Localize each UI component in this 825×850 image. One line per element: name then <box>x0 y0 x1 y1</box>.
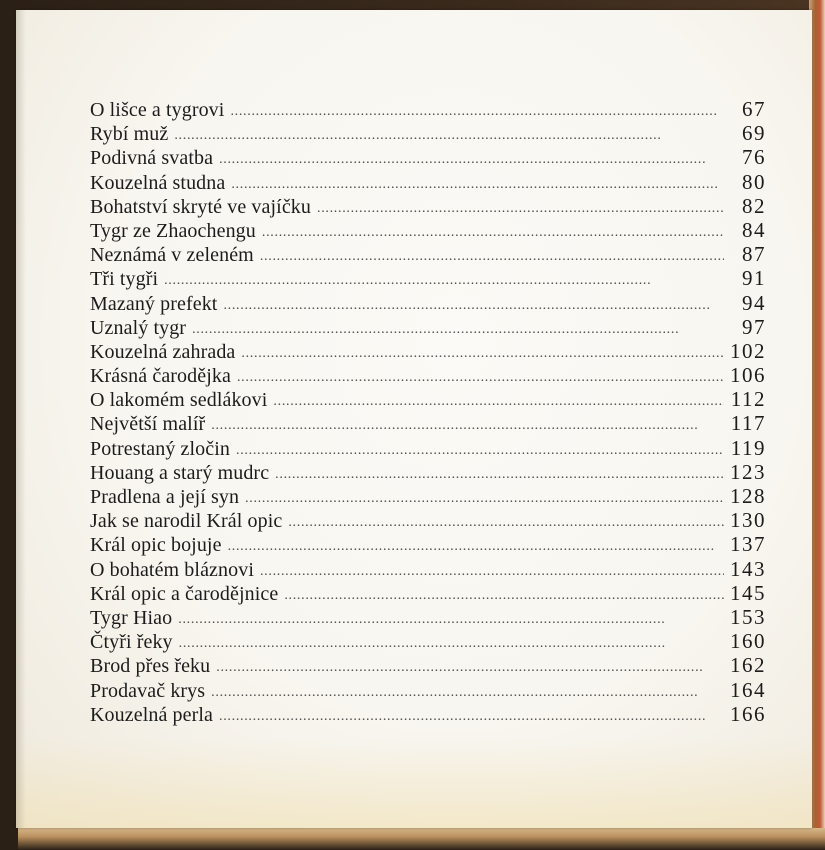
dot-leader <box>260 245 724 269</box>
toc-entry <box>90 629 766 653</box>
dot-leader <box>223 294 724 318</box>
toc-entry <box>90 532 766 556</box>
toc-entry-title: Pradlena a její syn <box>90 486 240 508</box>
table-of-contents <box>90 97 766 726</box>
dot-leader <box>174 124 724 148</box>
dot-leader <box>231 173 724 197</box>
toc-entry-page-number: 119 <box>730 435 766 460</box>
toc-entry <box>90 508 766 532</box>
toc-entry-page-number: 102 <box>730 338 766 363</box>
toc-entry-title: Tygr Hiao <box>90 606 173 629</box>
dot-leader <box>179 632 724 656</box>
toc-entry <box>90 581 766 605</box>
toc-entry-title: O bohatém bláznovi <box>90 558 254 581</box>
toc-entry-page-number: 76 <box>742 145 766 170</box>
toc-entry-title: Krásná čarodějka <box>90 365 231 388</box>
toc-entry-title: O lišce a tygrovi <box>90 99 225 121</box>
toc-entry-title: Jak se narodil Král opic <box>90 510 283 533</box>
toc-entry-title: Uznalý tygr <box>90 316 187 339</box>
dot-leader <box>236 439 724 463</box>
dot-leader <box>260 560 724 584</box>
toc-entry <box>90 678 766 702</box>
toc-entry-page-number: 82 <box>742 193 766 218</box>
dot-leader <box>211 681 724 705</box>
toc-entry-title: Tygr ze Zhaochengu <box>90 219 256 242</box>
toc-entry-page-number: 166 <box>730 701 766 726</box>
dot-leader <box>241 342 724 366</box>
toc-entry-page-number: 153 <box>730 604 766 629</box>
dot-leader <box>219 705 724 729</box>
toc-entry-page-number: 112 <box>730 387 766 412</box>
toc-entry-title: Prodavač krys <box>90 679 206 702</box>
dot-leader <box>262 221 724 245</box>
dot-leader <box>275 463 724 487</box>
toc-entry-page-number: 137 <box>730 532 766 557</box>
toc-entry-page-number: 94 <box>742 290 766 315</box>
toc-entry <box>90 605 766 629</box>
dot-leader <box>178 608 724 632</box>
toc-entry-page-number: 91 <box>742 266 766 291</box>
toc-entry-page-number: 117 <box>730 411 766 436</box>
dot-leader <box>237 366 724 390</box>
toc-entry <box>90 460 766 484</box>
toc-entry <box>90 557 766 581</box>
toc-entry <box>90 145 766 169</box>
toc-entry-page-number: 123 <box>730 459 766 484</box>
toc-entry-page-number: 145 <box>730 580 766 605</box>
toc-entry-title: Největší malíř <box>90 413 206 436</box>
toc-entry-title: Neznámá v zeleném <box>90 244 254 267</box>
toc-entry <box>90 363 766 387</box>
toc-entry-title: Houang a starý mudrc <box>90 461 270 484</box>
toc-entry-title: Tři tygři <box>90 268 159 291</box>
toc-entry-page-number: 128 <box>730 484 766 508</box>
toc-entry-title: Čtyři řeky <box>90 631 173 654</box>
toc-entry <box>90 653 766 677</box>
toc-entry-page-number: 160 <box>730 629 766 654</box>
toc-entry <box>90 121 766 145</box>
toc-entry <box>90 387 766 411</box>
toc-entry-title: Mazaný prefekt <box>90 292 218 315</box>
dot-leader <box>228 535 724 559</box>
toc-entry <box>90 194 766 218</box>
toc-entry-title: Král opic a čarodějnice <box>90 582 279 605</box>
dot-leader <box>192 318 724 342</box>
toc-entry-page-number: 143 <box>730 556 766 581</box>
toc-entry <box>90 97 766 121</box>
toc-entry <box>90 170 766 194</box>
toc-entry-title: Kouzelná studna <box>90 171 226 194</box>
toc-entry <box>90 266 766 290</box>
book-cover-bottom-edge <box>18 828 825 850</box>
dot-leader <box>211 414 724 438</box>
book-page <box>16 10 812 828</box>
toc-entry-title: Podivná svatba <box>90 147 214 170</box>
toc-entry-title: Rybí muž <box>90 123 169 146</box>
toc-entry-page-number: 69 <box>742 121 766 146</box>
toc-entry-title: Král opic bojuje <box>90 534 222 557</box>
toc-entry-title: Potrestaný zločin <box>90 437 231 460</box>
toc-entry-title: Kouzelná zahrada <box>90 340 236 363</box>
toc-entry-page-number: 162 <box>730 653 766 678</box>
toc-entry-page-number: 84 <box>742 217 766 242</box>
toc-entry-page-number: 80 <box>742 169 766 194</box>
dot-leader <box>216 656 724 680</box>
toc-entry-page-number: 67 <box>742 97 766 121</box>
toc-entry-title: Bohatství skryté ve vajíčku <box>90 195 311 218</box>
toc-entry-page-number: 106 <box>730 363 766 388</box>
toc-entry <box>90 291 766 315</box>
dot-leader <box>230 100 724 124</box>
toc-entry-page-number: 87 <box>742 242 766 267</box>
toc-entry <box>90 484 766 508</box>
toc-entry-title: Kouzelná perla <box>90 703 214 726</box>
toc-entry <box>90 242 766 266</box>
dot-leader <box>164 269 724 293</box>
dot-leader <box>284 584 724 608</box>
toc-entry <box>90 411 766 435</box>
toc-entry <box>90 436 766 460</box>
dot-leader <box>245 487 724 511</box>
toc-entry-page-number: 164 <box>730 677 766 702</box>
toc-entry-page-number: 130 <box>730 508 766 533</box>
toc-entry <box>90 339 766 363</box>
toc-entry <box>90 218 766 242</box>
toc-entry <box>90 702 766 726</box>
toc-entry <box>90 315 766 339</box>
toc-entry-title: Brod přes řeku <box>90 655 211 678</box>
dot-leader <box>273 390 724 414</box>
toc-entry-page-number: 97 <box>742 314 766 339</box>
toc-entry-title: O lakomém sedlákovi <box>90 389 268 412</box>
dot-leader <box>219 148 724 172</box>
dot-leader <box>288 511 724 535</box>
dot-leader <box>317 197 724 221</box>
